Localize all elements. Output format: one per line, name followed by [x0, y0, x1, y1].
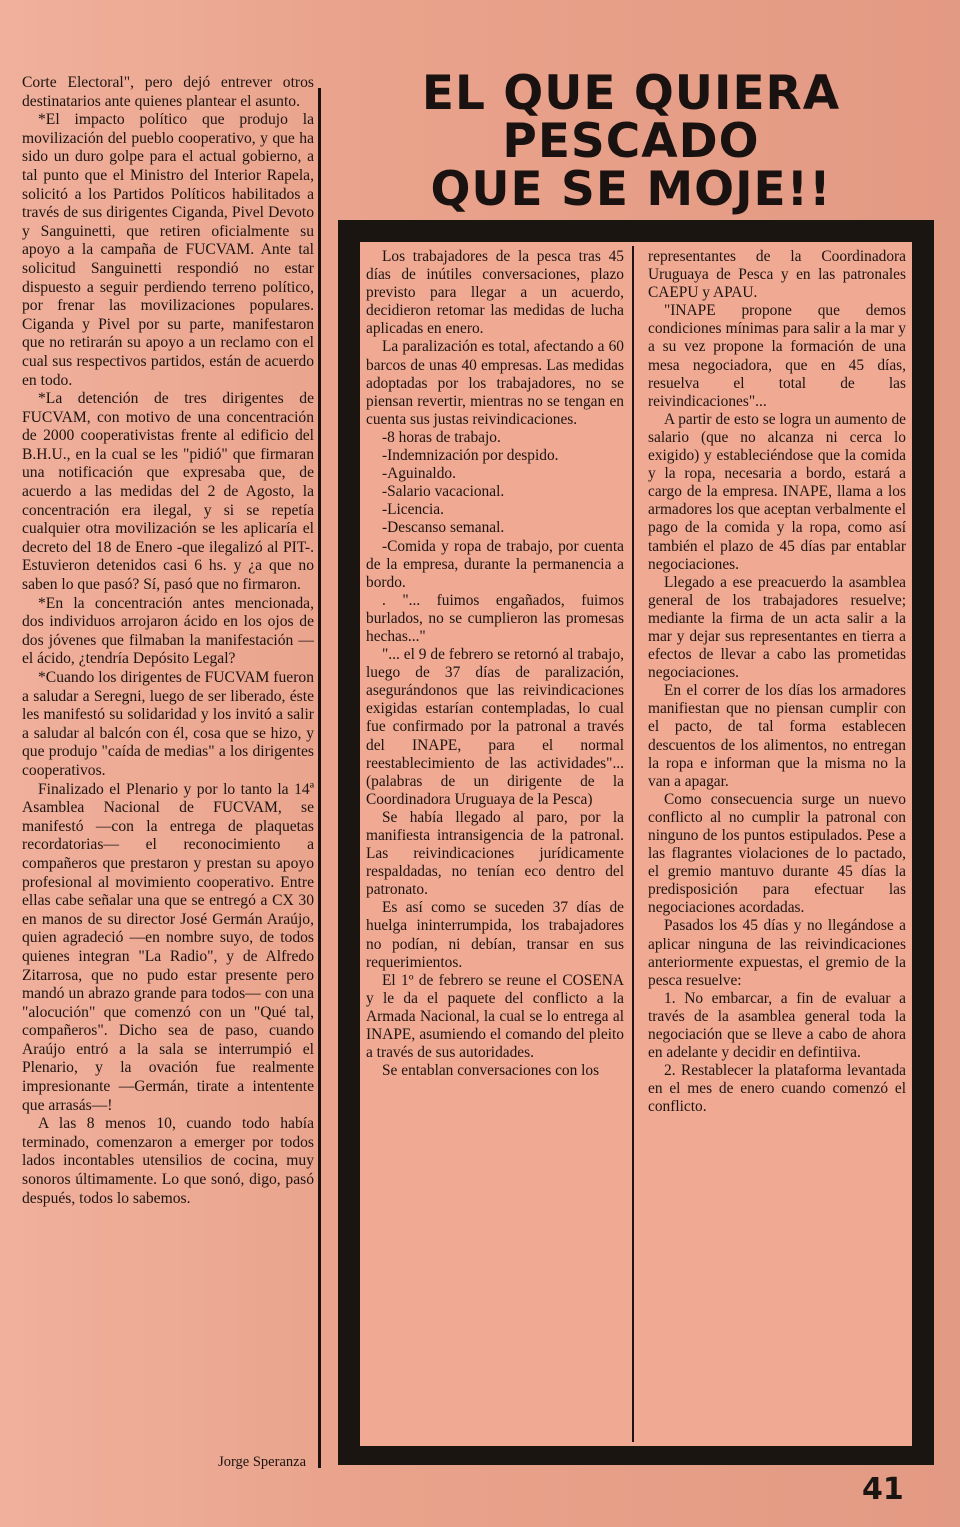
middle-paragraph: La paralización es total, afectando a 60 barcos de unas 40 empresas. Las medidas adoptadas por los trabajadores, no se piensan revertir, mientras no se tengan en cuenta sus justas reivindicaciones. — [366, 338, 624, 428]
left-paragraph: *La detención de tres dirigentes de FUCVAM, con motivo de una concentración de 2000 cooperativistas frente al edificio del B.H.U., en la cual se les "pidió" que firmaran una notificación que expresaba que, de acuerdo a las medidas del 2 de Agosto, la concentración era ilegal, y si se repetía cualquier otra movilización se les aplicaría el decreto del 18 de Enero -que ilegalizó al PIT-. Estuvieron detenidos casi 6 hs. y ¿a que no saben lo que pasó? Sí, pasó que no firmaron. — [22, 390, 314, 594]
article-box — [360, 242, 912, 1446]
right-paragraph: Como consecuencia surge un nuevo conflicto al no cumplir la patronal con ninguno de los puntos estipulados. Pese a las flagrantes violaciones de lo pactado, el gremio mantuvo durante 45 días la predisposición para efectuar las negociaciones acordadas. — [648, 790, 906, 917]
left-column — [22, 74, 314, 1208]
left-paragraph: Finalizado el Plenario y por lo tanto la 14ª Asamblea Nacional de FUCVAM, se manifestó —con la entrega de plaquetas recordatorias— el reconocimiento a compañeros que prestaron y prestan su apoyo profesional al movimiento cooperativo. Entre ellas cabe señalar una que se entregó a CX 30 en manos de su director José Germán Araújo, quien agradeció —en nombre suyo, de todos quienes integran "La Radio", y de Alfredo Zitarrosa, que no pudo estar presente pero mandó un abrazo grande para todos— con una "alocución" que comenzó con un "Qué tal, compañeros". Dicho sea de paso, cuando Araújo entró a la sala se interrumpió el Plenario, y la ovación fue realmente impresionante —Germán, tirate a intentente que arrasás—! — [22, 780, 314, 1114]
right-paragraph: Llegado a ese preacuerdo la asamblea general de los trabajadores resuelve; mediante la firma de un acta salir a la mar y dejar sus representantes en tierra a efectos de llevar a cabo las prometidas negociaciones. — [648, 573, 906, 682]
demand-item: -Indemnización por despido. — [382, 447, 559, 465]
resolution-item: 2. Restablecer la plataforma levantada en el mes de enero cuando comenzó el conflicto. — [648, 1062, 906, 1116]
right-column — [648, 248, 906, 1117]
right-paragraph: representantes de la Coordinadora Uruguaya de Pesca y en las patronales CAEPU y APAU. — [648, 248, 906, 302]
right-paragraph: "INAPE propone que demos condiciones mínimas para salir a la mar y a su vez propone la formación de una mesa negociadora, que en 45 días, resuelva el total de las reivindicaciones"... — [648, 302, 906, 410]
demand-item: -Salario vacacional. — [382, 483, 505, 501]
resolution-item: 1. No embarcar, a fin de evaluar a través de la asamblea general toda la negociación que se lleve a cabo de ahora en adelante y decidir en defintiiva. — [648, 989, 906, 1062]
article-box-frame — [338, 220, 934, 1465]
middle-paragraph: El 1º de febrero se reune el COSENA y le da el paquete del conflicto a la Armada Nacional, la cual se lo entrega al INAPE, asumiendo el comando del pleito a través de sus autoridades. — [366, 971, 624, 1062]
middle-column — [366, 248, 624, 1080]
headline-line-2: PESCADO — [502, 114, 760, 169]
demand-item: -Aguinaldo. — [382, 465, 456, 483]
headline-line-3: QUE SE MOJE!! — [430, 162, 832, 217]
demand-item: -8 horas de trabajo. — [382, 428, 501, 446]
left-paragraph: *Cuando los dirigentes de FUCVAM fueron a saludar a Seregni, luego de ser liberado, éste les manifestó su solidaridad y los invitó a salir a saludar al balcón con él, cosa que se hizo, y que produjo "caída de medias" a los dirigentes cooperativos. — [22, 669, 314, 779]
right-paragraph: Pasados los 45 días y no llegándose a aplicar ninguna de las reivindicaciones anteriormente expuestas, el gremio de la pesca resuelve: — [648, 917, 906, 989]
middle-paragraph: . "... fuimos engañados, fuimos burlados, no se cumplieron las promesas hechas..." — [366, 591, 624, 645]
article-headline — [336, 66, 926, 217]
left-paragraph: A las 8 menos 10, cuando todo había terminado, comenzaron a emerger por todos lados incontables utensilios de cocina, muy sonoros últimamente. Lo que sonó, digo, pasó después, todos lo sabemos. — [22, 1115, 314, 1207]
page-number: 41 — [862, 1472, 904, 1507]
left-paragraph: *El impacto político que produjo la movilización del pueblo cooperativo, y que ha sido un duro golpe para el actual gobierno, a tal punto que el Ministro del Interior Rapela, solicitó a los Partidos Políticos habilitados a través de sus dirigentes Ciganda, Pivel Devoto y Sanguinetti, que retiren oficialmente su apoyo a la campaña de FUCVAM. Ante tal solicitud Sanguinetti respondió no estar dispuesto a seguir perdiendo terreno político, por frenar las movilizaciones populares. Ciganda y Pivel por su parte, manifestaron que no retirarán su apoyo a un reclamo con el cual sus respectivos partidos, están de acuerdo en todo. — [22, 111, 314, 389]
right-paragraph: En el correr de los días los armadores manifiestan que no piensan cumplir con el pacto, de tal forma establecen descuentos de los alimentos, no entregan la ropa e informan que la misma no la van a apagar. — [648, 682, 906, 790]
middle-paragraph: Es así como se suceden 37 días de huelga ininterrumpida, los trabajadores no podían, ni debían, transar en sus requerimientos. — [366, 899, 624, 971]
middle-paragraph: Se había llegado al paro, por la manifiesta intransigencia de la patronal. Las reivindicaciones jurídicamente respaldadas, no tenían eco dentro del patronato. — [366, 808, 624, 899]
left-paragraph: *En la concentración antes mencionada, dos individuos arrojaron ácido en los ojos de dos jóvenes que filmaban la manifestación —el ácido, ¿tendría Depósito Legal? — [22, 594, 314, 668]
right-paragraph: A partir de esto se logra un aumento de salario (que no alcanza ni cerca lo exigido) y estableciéndose que la comida y la ropa, necesaria a bordo, estará a cargo de la empresa. INAPE, llama a los armadores los que aceptan verbalmente el pago de la comida y la ropa, como así también el plazo de 45 días par entablar negociaciones. — [648, 410, 906, 573]
column-divider — [318, 88, 321, 1468]
headline-line-1: EL QUE QUIERA — [421, 66, 841, 121]
left-paragraph: Corte Electoral", pero dejó entrever otros destinatarios ante quienes plantear el asunto. — [22, 74, 314, 110]
middle-paragraph: Se entablan conversaciones con los — [382, 1062, 600, 1080]
demand-item: -Licencia. — [382, 501, 444, 519]
inner-column-divider — [632, 246, 634, 1442]
middle-paragraph: Los trabajadores de la pesca tras 45 días de inútiles conversaciones, plazo previsto para llegar a un acuerdo, decidieron retomar las medidas de lucha aplicadas en enero. — [366, 248, 624, 338]
demand-item: -Descanso semanal. — [382, 519, 505, 537]
middle-paragraph: "... el 9 de febrero se retornó al trabajo, luego de 37 días de paralización, asegurándonos que las reivindicaciones exigidas estarían contempladas, lo cual fue confirmado por la patronal a través del INAPE, para el normal reestablecimiento de las actividades"... (palabras de un dirigente de la Coordinadora Uruguaya de la Pesca) — [366, 646, 624, 808]
demand-item: -Comida y ropa de trabajo, por cuenta de la empresa, durante la permanencia a bordo. — [366, 537, 624, 591]
author-signature: Jorge Speranza — [218, 1454, 306, 1470]
